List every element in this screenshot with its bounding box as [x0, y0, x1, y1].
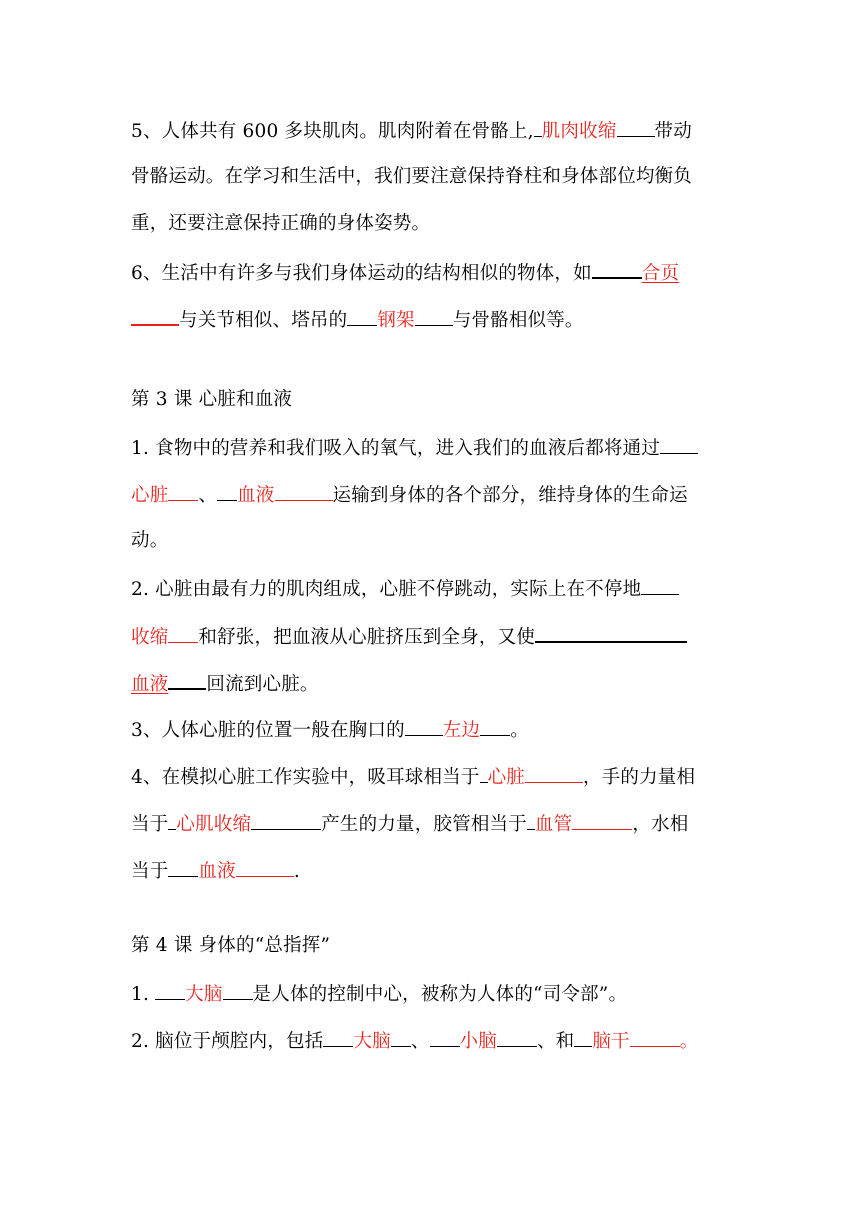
- l3q1-line-3: [131, 529, 168, 553]
- l4q1-text-1a: 1.: [131, 984, 156, 1005]
- l4q2-end: 。: [679, 1031, 699, 1052]
- blank: [323, 1028, 353, 1047]
- l3q2-text-2b: 和舒张，把血液从心脏挤压到全身，又使: [198, 627, 536, 648]
- q5-text-3: 重，还要注意保持正确的身体姿势。: [131, 213, 431, 234]
- l3q4-text-1a: 4、在模拟心脏工作实验中，吸耳球相当于: [131, 767, 480, 788]
- l3q4-answer-3: 血管: [534, 814, 573, 835]
- l3q4-text-3a: 当于: [131, 861, 169, 882]
- q5-line-3: [131, 212, 430, 236]
- blank: [641, 576, 679, 595]
- blank: [168, 670, 206, 690]
- l4q2-sep-1: 、: [410, 1031, 430, 1052]
- l3q4-line-1: [131, 764, 695, 790]
- l3q1-text-3: 动。: [131, 530, 169, 551]
- l4q1-text-1b: 是人体的控制中心，被称为人体的“司令部”。: [252, 984, 628, 1005]
- l3q4-answer-2: 心肌收缩: [176, 814, 252, 835]
- l3q1-sep: 、: [198, 485, 218, 506]
- l3q2-line-1: [131, 576, 679, 602]
- q6-answer-2: 钢架: [377, 310, 415, 331]
- blank: [405, 717, 443, 736]
- l4q2-answer-2: 小脑: [459, 1031, 497, 1052]
- l4q1-answer: 大脑: [185, 984, 223, 1005]
- blank: [415, 307, 453, 326]
- l3q1-text-2b: 运输到身体的各个部分，维持身体的生命运: [332, 485, 688, 506]
- lesson4-title: 第 4 课 身体的“总指挥”: [131, 935, 331, 956]
- q6-answer-1: 合页: [641, 263, 680, 284]
- q6-text-2b: 与骨骼相似等。: [452, 310, 584, 331]
- blank: [236, 858, 294, 877]
- l3q2-answer-1: 收缩: [131, 627, 169, 648]
- l4q2-sep-2: 、和: [536, 1031, 575, 1052]
- blank: [275, 482, 333, 501]
- l4q2-answer-3: 脑干: [592, 1031, 630, 1052]
- l3q1-answer-1: 心脏: [131, 485, 169, 506]
- blank: [497, 1028, 537, 1047]
- blank: [168, 482, 198, 501]
- l3q4-answer-1: 心脏: [487, 767, 525, 788]
- blank: [131, 306, 179, 326]
- lesson3-title: 第 3 课 心脏和血液: [131, 389, 293, 410]
- q6-line-1: [131, 259, 679, 286]
- q6-text-1a: 6、生活中有许多与我们身体运动的结构相似的物体，如: [131, 263, 592, 284]
- l3q1-line-2: [131, 482, 688, 508]
- l3q2-text-3b: 回流到心脏。: [206, 674, 319, 695]
- blank: [168, 624, 198, 643]
- blank: [535, 623, 687, 643]
- l3q3-line-1: [131, 717, 529, 743]
- q5-text-1a: 5、人体共有 600 多块肌肉。肌肉附着在骨骼上,: [131, 121, 534, 142]
- q5-text-2: 骨骼运动。在学习和生活中，我们要注意保持脊柱和身体部位均衡负: [131, 166, 693, 187]
- l3q4-line-3: [131, 858, 300, 884]
- l4q2-text-1a: 2. 脑位于颅腔内，包括: [131, 1031, 324, 1052]
- l3q2-line-2: [131, 623, 687, 650]
- blank: [168, 858, 198, 877]
- blank: [630, 1028, 680, 1047]
- l3q3-text-1a: 3、人体心脏的位置一般在胸口的: [131, 720, 405, 741]
- blank: [391, 1028, 411, 1047]
- l3q4-text-2a: 当于: [131, 814, 169, 835]
- l3q2-answer-2: 血液: [131, 674, 169, 695]
- l3q3-text-1b: 。: [510, 720, 529, 741]
- blank: [251, 811, 321, 830]
- l3q1-answer-2: 血液: [237, 485, 275, 506]
- blank: [660, 435, 698, 454]
- l3q2-line-3: [131, 670, 319, 697]
- l3q4-text-2b: 产生的力量，胶管相当于: [321, 814, 527, 835]
- blank: [525, 764, 583, 783]
- blank: [480, 717, 510, 736]
- q5-line-1: [131, 118, 692, 144]
- l3q4-text-1b: ，手的力量相: [582, 767, 696, 788]
- l3q4-text-2c: ，水相: [632, 814, 689, 835]
- blank: [430, 1028, 460, 1047]
- blank: [527, 811, 535, 830]
- blank: [223, 981, 253, 1000]
- l3q1-line-1: [131, 435, 698, 461]
- blank: [217, 482, 237, 501]
- l3q4-text-3b: .: [293, 861, 300, 882]
- q6-text-2a: 与关节相似、塔吊的: [179, 310, 348, 331]
- l4q2-line-1: [131, 1028, 698, 1054]
- q5-answer: 肌肉收缩: [541, 121, 617, 142]
- l3q2-text-1: 2. 心脏由最有力的肌肉组成，心脏不停跳动，实际上在不停地: [131, 579, 642, 600]
- q5-line-2: [131, 165, 692, 189]
- blank: [617, 118, 655, 137]
- l4q1-line-1: [131, 981, 627, 1007]
- blank: [572, 811, 632, 830]
- q6-line-2: [131, 306, 584, 333]
- l3q1-text-1: 1. 食物中的营养和我们吸入的氧气，进入我们的血液后都将通过: [131, 438, 661, 459]
- blank: [347, 307, 377, 326]
- blank: [592, 259, 642, 279]
- l3q4-line-2: [131, 811, 688, 837]
- blank: [574, 1028, 592, 1047]
- blank: [534, 118, 542, 137]
- l4q2-answer-1: 大脑: [353, 1031, 391, 1052]
- q5-text-1b: 带动: [654, 121, 692, 142]
- blank: [155, 981, 185, 1000]
- l3q4-answer-4: 血液: [198, 861, 236, 882]
- blank: [480, 764, 488, 783]
- l3q3-answer: 左边: [442, 720, 481, 741]
